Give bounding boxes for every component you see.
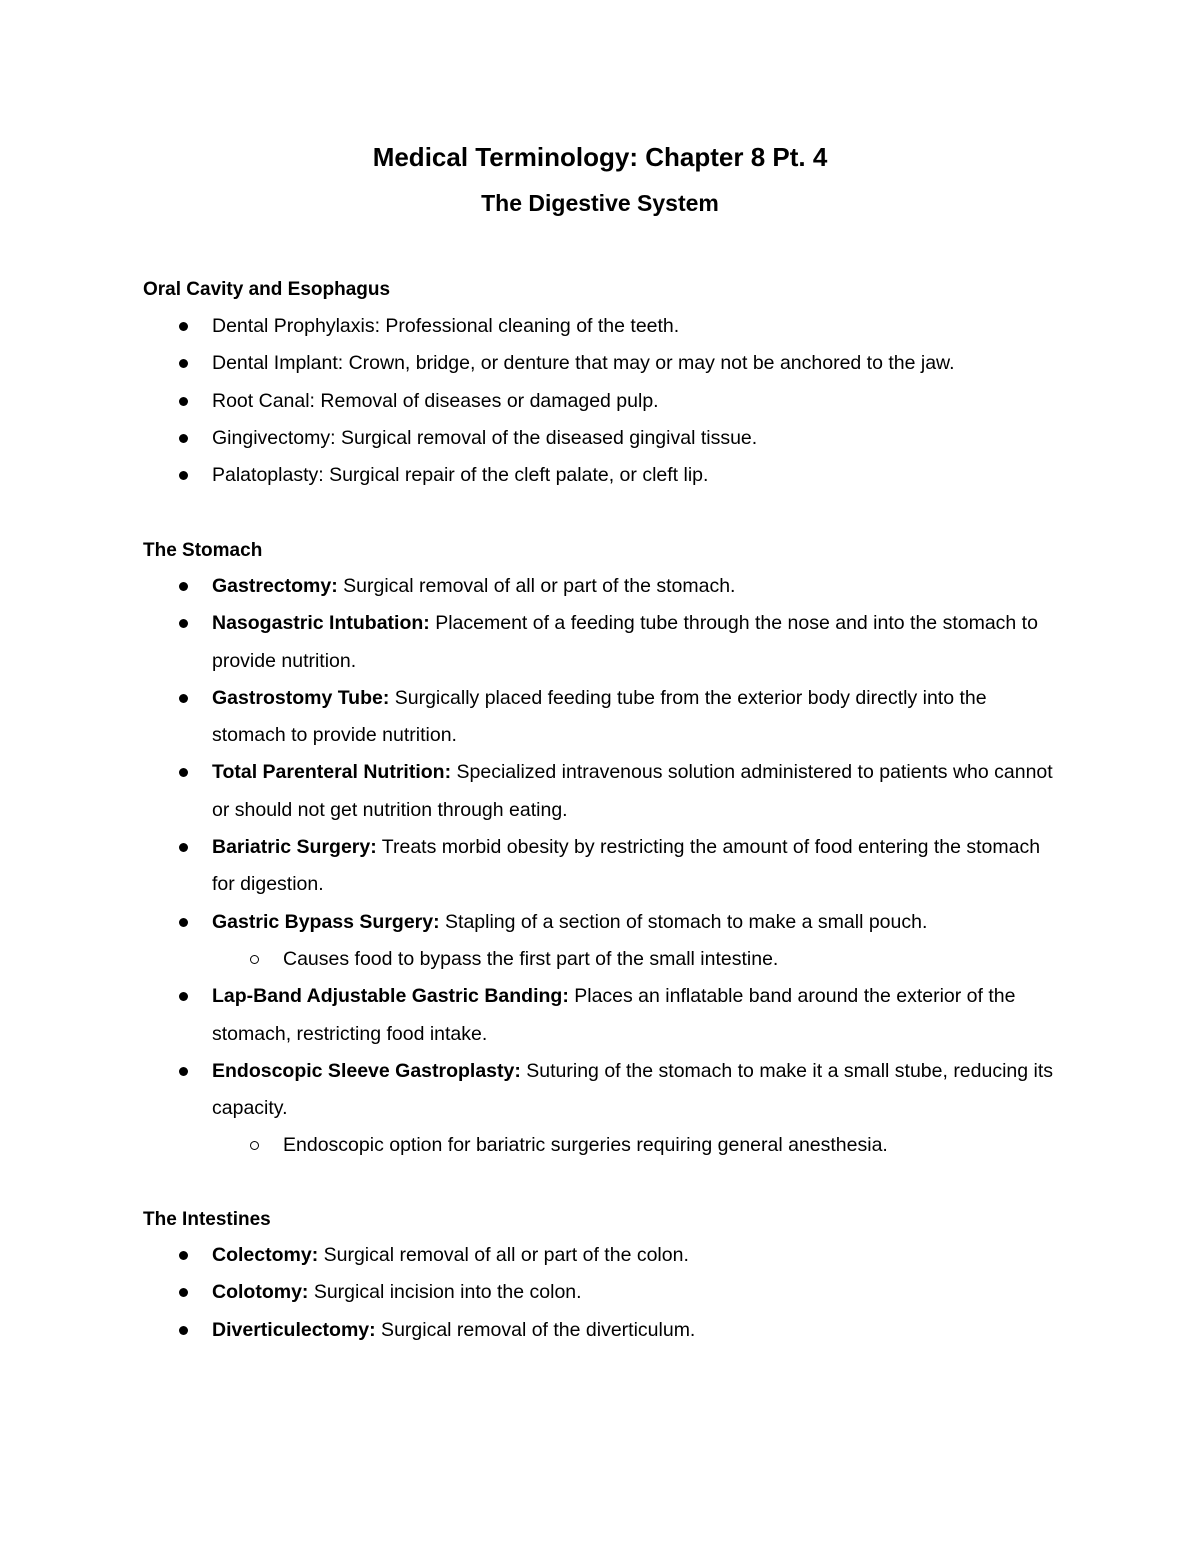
item-text: Placement of a feeding tube through the nose and into the stomach to provide nutrition. [212,612,1038,672]
item-text: Places an inflatable band around the exterior of the stomach, restricting food intake. [212,985,1016,1045]
bullet-icon [179,1288,188,1297]
list-item [143,308,1063,345]
item-text: Surgical removal of all or part of the colon. [318,1244,689,1266]
item-text: Surgical removal of the diverticulum. [375,1318,696,1341]
item-term: Gastrostomy Tube: [212,686,390,709]
bullet-icon [179,1326,188,1335]
hollow-bullet-icon [250,1141,259,1150]
bullet-icon [179,582,188,591]
item-term: Colotomy: [212,1281,309,1304]
item-text: Root Canal: Removal of diseases or damaged pulp. [212,389,659,412]
item-text: Surgical removal of all or part of the stomach. [337,575,736,597]
bullet-icon [179,694,188,703]
stomach-list [143,568,1063,1165]
list-item [143,1274,1063,1311]
sub-list-item [143,941,1063,978]
bullet-icon [179,1251,188,1260]
list-item [143,978,1063,1053]
item-text: Palatoplasty: Surgical repair of the cleft palate, or cleft lip. [212,464,709,487]
list-item [143,568,1063,605]
sub-list-item [143,1127,1063,1164]
section-heading-stomach: The Stomach [143,540,263,561]
bullet-icon [179,434,188,443]
section-heading-intestines: The Intestines [143,1209,271,1230]
bullet-icon [179,843,188,852]
bullet-icon [179,768,188,777]
item-term: Bariatric Surgery: [212,836,377,859]
item-term: Nasogastric Intubation: [212,612,430,635]
bullet-icon [179,359,188,368]
list-item [143,457,1063,494]
list-item [143,680,1063,755]
item-text: Dental Implant: Crown, bridge, or denture that may or may not be anchored to the jaw. [212,352,955,375]
item-term: Diverticulectomy: [212,1318,376,1341]
item-text: Stapling of a section of stomach to make a small pouch. [439,910,928,933]
item-term: Endoscopic Sleeve Gastroplasty: [212,1059,521,1082]
bullet-icon [179,322,188,331]
bullet-icon [179,619,188,628]
item-text: Gingivectomy: Surgical removal of the diseased gingival tissue. [212,426,758,449]
list-item [143,1053,1063,1128]
intestines-list [143,1237,1063,1349]
list-item [143,420,1063,457]
bullet-icon [179,397,188,406]
oral-cavity-list [143,308,1063,494]
item-text: Suturing of the stomach to make it a small stube, reducing its capacity. [212,1059,1054,1120]
item-text: Surgical incision into the colon. [308,1281,582,1304]
sub-item-text: Causes food to bypass the first part of the small intestine. [283,947,779,970]
item-term: Total Parenteral Nutrition: [212,761,452,784]
list-item [143,605,1063,680]
item-text: Dental Prophylaxis: Professional cleaning of the teeth. [212,315,680,337]
item-term: Gastrectomy: [212,575,338,597]
item-term: Colectomy: [212,1244,319,1266]
list-item [143,1312,1063,1349]
bullet-icon [179,918,188,927]
item-term: Gastric Bypass Surgery: [212,910,440,933]
item-text: Treats morbid obesity by restricting the amount of food entering the stomach for digestion. [212,836,1041,896]
list-item [143,904,1063,941]
item-text: Surgically placed feeding tube from the exterior body directly into the stomach to provide nutrition. [212,686,987,747]
list-item [143,1237,1063,1274]
bullet-icon [179,1067,188,1076]
hollow-bullet-icon [250,955,259,964]
item-text: Specialized intravenous solution administered to patients who cannot or should not get nutrition through eating. [212,761,1053,821]
page-subtitle: The Digestive System [481,190,719,216]
list-item [143,754,1063,829]
item-term: Lap-Band Adjustable Gastric Banding: [212,985,569,1008]
page-title: Medical Terminology: Chapter 8 Pt. 4 [372,142,828,172]
bullet-icon [179,992,188,1001]
bullet-icon [179,471,188,480]
list-item [143,829,1063,904]
list-item [143,383,1063,420]
section-heading-oral-cavity: Oral Cavity and Esophagus [143,279,391,300]
list-item [143,345,1063,382]
sub-item-text: Endoscopic option for bariatric surgeries requiring general anesthesia. [283,1134,888,1157]
